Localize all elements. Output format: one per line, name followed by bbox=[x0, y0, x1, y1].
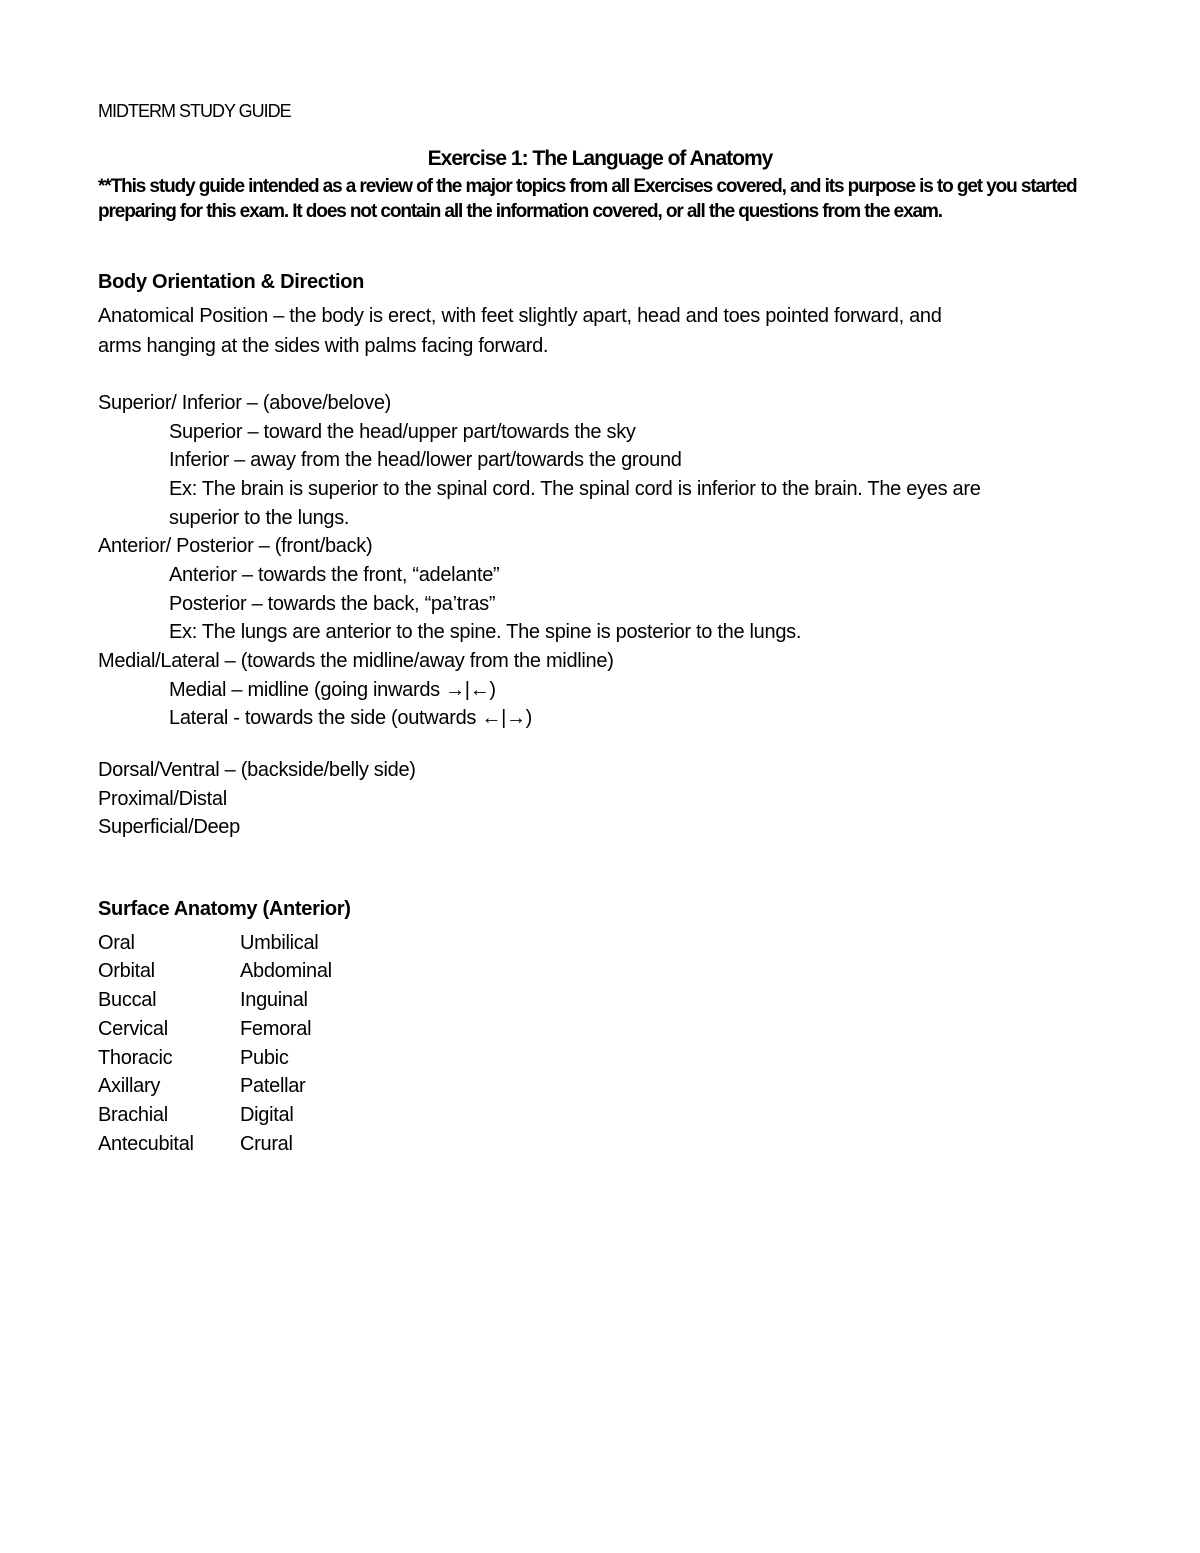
proximal-distal-term: Proximal/Distal bbox=[98, 788, 227, 810]
anterior-definition: Anterior – towards the front, “adelante” bbox=[169, 564, 500, 586]
anatomical-position-line-2: arms hanging at the sides with palms facing forward. bbox=[98, 335, 549, 357]
anatomical-position-line-1: Anatomical Position – the body is erect, with feet slightly apart, head and toes pointed forward, and bbox=[98, 305, 942, 327]
region-term-col2: Patellar bbox=[240, 1075, 306, 1097]
region-term-col2: Abdominal bbox=[240, 960, 332, 982]
anterior-posterior-title: Anterior/ Posterior – (front/back) bbox=[98, 535, 373, 557]
superior-inferior-example-line-2: superior to the lungs. bbox=[169, 507, 350, 529]
region-term-col1: Cervical bbox=[98, 1018, 168, 1040]
region-term-col1: Axillary bbox=[98, 1075, 161, 1097]
inferior-definition: Inferior – away from the head/lower part/towards the ground bbox=[169, 449, 682, 471]
region-term-col2: Umbilical bbox=[240, 932, 319, 954]
superior-definition: Superior – toward the head/upper part/towards the sky bbox=[169, 421, 636, 443]
region-term-col1: Brachial bbox=[98, 1104, 168, 1126]
superior-inferior-example-line-1: Ex: The brain is superior to the spinal cord. The spinal cord is inferior to the brain. The eyes are bbox=[169, 478, 981, 500]
section-heading-surface-anatomy: Surface Anatomy (Anterior) bbox=[98, 898, 351, 920]
anterior-posterior-example: Ex: The lungs are anterior to the spine. The spine is posterior to the lungs. bbox=[169, 621, 802, 643]
posterior-definition: Posterior – towards the back, “pa’tras” bbox=[169, 593, 496, 615]
superficial-deep-term: Superficial/Deep bbox=[98, 816, 240, 838]
region-term-col1: Buccal bbox=[98, 989, 157, 1011]
region-term-col1: Antecubital bbox=[98, 1133, 194, 1155]
lateral-definition: Lateral - towards the side (outwards ←|→) bbox=[169, 707, 533, 729]
study-guide-note: **This study guide intended as a review of the major topics from all Exercises covered, and its purpose is to get you started preparing for this exam. It does not contain all the information covered, or all the questions from the exam. bbox=[98, 176, 1077, 222]
region-term-col2: Pubic bbox=[240, 1047, 289, 1069]
region-term-col1: Thoracic bbox=[98, 1047, 173, 1069]
medial-definition: Medial – midline (going inwards →|←) bbox=[169, 679, 496, 701]
region-term-col2: Crural bbox=[240, 1133, 293, 1155]
medial-lateral-title: Medial/Lateral – (towards the midline/away from the midline) bbox=[98, 650, 614, 672]
dorsal-ventral-term: Dorsal/Ventral – (backside/belly side) bbox=[98, 759, 416, 781]
exercise-title: Exercise 1: The Language of Anatomy bbox=[427, 147, 773, 170]
section-heading-body-orientation: Body Orientation & Direction bbox=[98, 271, 365, 293]
region-term-col1: Oral bbox=[98, 932, 135, 954]
region-term-col2: Femoral bbox=[240, 1018, 312, 1040]
region-term-col1: Orbital bbox=[98, 960, 155, 982]
region-term-col2: Digital bbox=[240, 1104, 294, 1126]
document-header: MIDTERM STUDY GUIDE bbox=[98, 101, 291, 121]
superior-inferior-title: Superior/ Inferior – (above/belove) bbox=[98, 392, 391, 414]
region-term-col2: Inguinal bbox=[240, 989, 308, 1011]
